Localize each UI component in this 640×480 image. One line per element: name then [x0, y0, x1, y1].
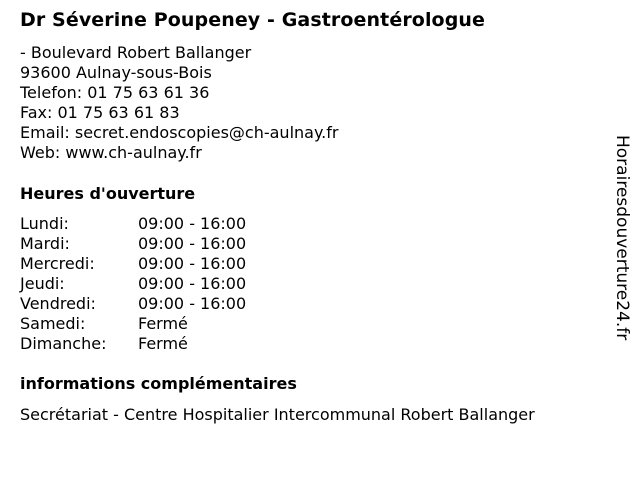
- hours-time: 09:00 - 16:00: [138, 274, 247, 293]
- hours-row: [20, 234, 246, 254]
- hours-day: Jeudi:: [20, 274, 65, 293]
- hours-time: 09:00 - 16:00: [138, 214, 247, 233]
- hours-day: Dimanche:: [20, 334, 107, 353]
- email-address: Email: secret.endoscopies@ch-aulnay.fr: [20, 123, 339, 142]
- hours-row: [20, 314, 246, 334]
- hours-heading: Heures d'ouverture: [20, 184, 196, 203]
- info-text: Secrétariat - Centre Hospitalier Intercommunal Robert Ballanger: [20, 405, 535, 424]
- hours-day: Vendredi:: [20, 294, 96, 313]
- hours-time: 09:00 - 16:00: [138, 234, 247, 253]
- hours-row: [20, 334, 246, 354]
- hours-row: [20, 274, 246, 294]
- contact-block: [20, 43, 338, 163]
- website-link: Web: www.ch-aulnay.fr: [20, 143, 202, 162]
- phone-number: Telefon: 01 75 63 61 36: [20, 83, 210, 102]
- watermark-text: Horairesdouverture24.fr: [612, 135, 632, 341]
- hours-day: Lundi:: [20, 214, 69, 233]
- hours-day: Mardi:: [20, 234, 70, 253]
- fax-number: Fax: 01 75 63 61 83: [20, 103, 180, 122]
- hours-time: Fermé: [138, 314, 188, 333]
- hours-day: Mercredi:: [20, 254, 95, 273]
- hours-row: [20, 214, 246, 234]
- hours-row: [20, 254, 246, 274]
- address-street: - Boulevard Robert Ballanger: [20, 43, 252, 62]
- hours-time: Fermé: [138, 334, 188, 353]
- hours-table: [20, 214, 246, 354]
- hours-row: [20, 294, 246, 314]
- page-title: Dr Séverine Poupeney - Gastroentérologue: [20, 9, 486, 31]
- info-heading: informations complémentaires: [20, 374, 297, 393]
- hours-day: Samedi:: [20, 314, 86, 333]
- address-city: 93600 Aulnay-sous-Bois: [20, 63, 212, 82]
- hours-time: 09:00 - 16:00: [138, 294, 247, 313]
- hours-time: 09:00 - 16:00: [138, 254, 247, 273]
